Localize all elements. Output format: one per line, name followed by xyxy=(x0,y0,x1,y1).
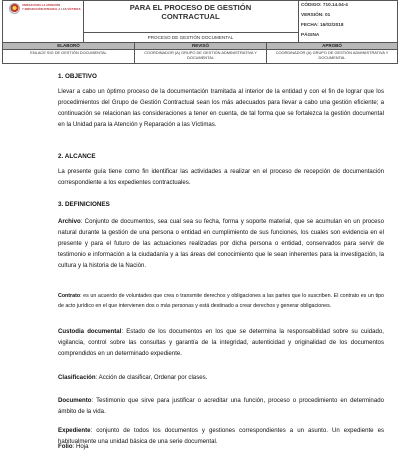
document-meta xyxy=(298,1,397,42)
definition-text: : Estado de los documentos en los que se determina la responsabilidad sobre su cuidado, vigilancia, control sobre las consultas y garantía de la integridad, autenticidad y originalidad de los documentos comprendidos en un determinado expediente. xyxy=(58,328,384,357)
paragraph-objetivo: Llevar a cabo un óptimo proceso de la documentación tramitada al interior de la entidad y con el fin de lograr que los procedimientos del Grupo de Gestión Contractual sean los más adecuados para llevar a cabo una gestión eficiente; a continuación se relacionan las consideraciones a tener en cuenta, de tal forma que se fortalezca la gestión documental en la Unidad para la Atención y Reparación a las Víctimas. xyxy=(58,88,384,128)
document-header xyxy=(2,0,398,43)
definition-archivo xyxy=(58,217,384,272)
definition-term: Archivo xyxy=(58,218,81,225)
definition-text: : Hoja xyxy=(72,443,89,450)
approval-table xyxy=(2,43,398,64)
code-label: CÓDIGO: 710.14.04-4 xyxy=(301,2,348,7)
definition-clasificacion xyxy=(58,373,384,384)
date-label: FECHA: 16/02/2018 xyxy=(301,22,344,27)
definition-documento xyxy=(58,396,384,418)
paragraph-alcance: La presente guía tiene como fin identificar las actividades a realizar en el proceso de recepción de documentación correspondiente a los expedientes contractuales. xyxy=(58,168,384,186)
definition-text: : Conjunto de documentos, sea cual sea su fecha, forma y soporte material, que se acumulan en un proceso natural durante la gestión de una persona o entidad en cumplimiento de sus funciones, los cuales son evidencia en el presente y para el futuro de las actuaciones realizadas por dicha persona o entidad, conservados para servir de testimonio e información a la ciudadanía y a las áreas del conocimiento que le sean inherentes para la investigación, la cultura y la historia de la Nación. xyxy=(58,218,384,269)
logo-line-2: Y REPARACIÓN INTEGRAL A LAS VÍCTIMAS xyxy=(22,8,81,11)
title-line-1: PARA EL PROCESO DE GESTIÓN xyxy=(129,3,252,12)
definition-contrato xyxy=(58,292,384,311)
page-label: PÁGINA xyxy=(301,32,320,37)
approval-body: ENLACE SIG DE GESTIÓN DOCUMENTAL xyxy=(30,50,107,55)
definition-term: Documento xyxy=(58,397,92,404)
approval-col-aprobo xyxy=(267,43,397,63)
coat-of-arms-icon xyxy=(9,3,20,14)
title-line-2: CONTRACTUAL xyxy=(161,12,220,21)
definition-term: Contrato xyxy=(58,293,81,299)
document-title xyxy=(83,3,298,21)
definition-term: Clasificación xyxy=(58,374,96,381)
definition-custodia xyxy=(58,327,384,360)
approval-head: APROBÓ xyxy=(267,43,397,50)
definition-term: Expediente xyxy=(58,427,91,434)
approval-head: REVISÓ xyxy=(135,43,266,50)
version-label: VERSIÓN: 01 xyxy=(301,12,331,17)
approval-body: COORDINADOR (A) GRUPO DE GESTIÓN ADMINISTRATIVA Y DOCUMENTAL xyxy=(144,50,257,60)
subprocess-label: PROCESO DE GESTIÓN DOCUMENTAL xyxy=(83,32,298,40)
approval-head: ELABORÓ xyxy=(3,43,134,50)
definition-text: : Testimonio que sirve para justificar o acreditar una función, proceso o procedimiento en determinado ámbito de la vida. xyxy=(58,397,384,415)
definition-text: : conjunto de todos los documentos y gestiones correspondientes a un asunto. Un expediente es habitualmente una unidad básica de una serie documental. xyxy=(58,427,384,445)
section-heading-definiciones: 3. DEFINICIONES xyxy=(58,201,110,208)
approval-body: COORDINADOR (A) GRUPO DE GESTIÓN ADMINISTRATIVA Y DOCUMENTAL xyxy=(275,50,389,60)
definition-term: Custodia documental xyxy=(58,328,122,335)
definition-term: Folio xyxy=(58,443,73,450)
approval-col-reviso xyxy=(135,43,267,63)
definition-folio xyxy=(58,442,384,450)
definition-text: : Acción de clasificar, Ordenar por clases. xyxy=(95,374,208,381)
title-cell xyxy=(83,1,299,42)
definition-text: : es un acuerdo de voluntades que crea o transmite derechos y obligaciones a las partes que lo suscriben. El contrato es un tipo de acto jurídico en el que intervienen dos o más personas y está destinado a crear derechos y generar obligaciones. xyxy=(58,293,384,309)
approval-col-elaboro xyxy=(3,43,135,63)
section-heading-alcance: 2. ALCANCE xyxy=(58,153,96,160)
section-heading-objetivo: 1. OBJETIVO xyxy=(58,73,97,80)
logo-cell xyxy=(3,1,84,42)
logo-line-1: UNIDAD PARA LA ATENCIÓN xyxy=(22,4,61,7)
